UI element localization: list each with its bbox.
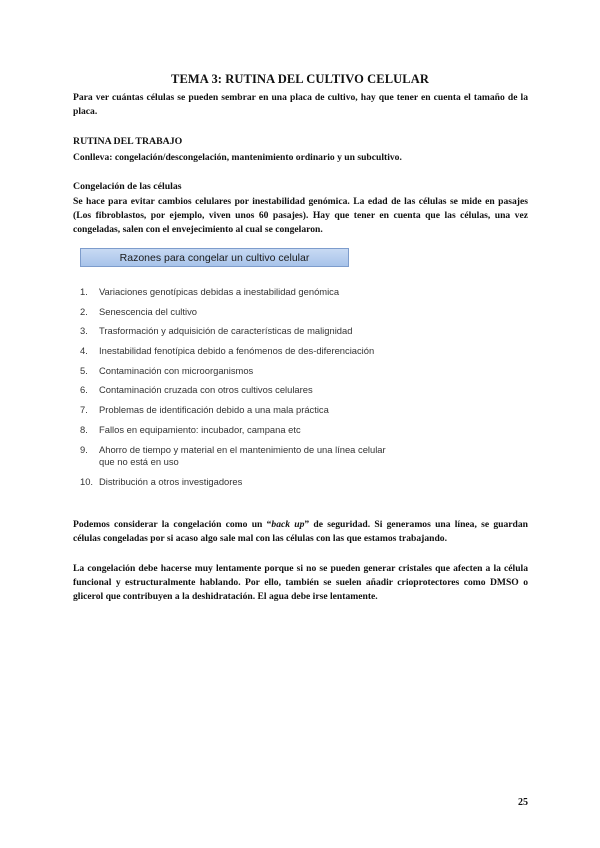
intro-paragraph: Para ver cuántas células se pueden sembrar en una placa de cultivo, hay que tener en cuenta el tamaño de la placa. bbox=[73, 92, 528, 117]
list-item-number: 9. bbox=[80, 443, 88, 455]
list-item-number: 3. bbox=[80, 325, 88, 337]
list-item-number: 2. bbox=[80, 305, 88, 317]
reasons-list bbox=[80, 286, 400, 495]
list-item bbox=[80, 325, 400, 345]
backup-text-before: Podemos considerar la congelación como un “ bbox=[73, 519, 272, 530]
routine-heading: RUTINA DEL TRABAJO bbox=[73, 136, 183, 147]
list-item-number: 6. bbox=[80, 384, 88, 396]
backup-text-after: ” de seguridad. Si generamos una línea, se guardan células congeladas por si acaso algo sale mal con las células con las que estamos trabajando. bbox=[73, 519, 528, 544]
list-item-text: Inestabilidad fenotípica debido a fenómenos de des-diferenciación bbox=[99, 345, 375, 357]
list-item-number: 5. bbox=[80, 364, 88, 376]
list-item bbox=[80, 384, 400, 404]
list-item-text: Trasformación y adquisición de características de malignidad bbox=[99, 325, 353, 337]
list-item-text: Fallos en equipamiento: incubador, campana etc bbox=[99, 423, 301, 435]
list-item-text: Contaminación con microorganismos bbox=[99, 364, 254, 376]
list-item bbox=[80, 476, 400, 496]
list-item-text: Problemas de identificación debido a una mala práctica bbox=[99, 404, 329, 416]
list-item bbox=[80, 345, 400, 365]
list-item-number: 4. bbox=[80, 345, 88, 357]
page-title: TEMA 3: RUTINA DEL CULTIVO CELULAR bbox=[171, 72, 429, 86]
list-item-number: 10. bbox=[80, 475, 94, 487]
list-item-text: Contaminación cruzada con otros cultivos celulares bbox=[99, 384, 313, 396]
backup-italic: back up bbox=[271, 519, 305, 530]
list-item-text: Variaciones genotípicas debidas a inestabilidad genómica bbox=[99, 286, 340, 297]
list-item-number: 7. bbox=[80, 404, 88, 416]
list-item bbox=[80, 286, 400, 306]
reasons-banner: Razones para congelar un cultivo celular bbox=[80, 248, 349, 267]
list-item bbox=[80, 424, 400, 444]
backup-paragraph bbox=[73, 518, 528, 546]
list-item-text: Distribución a otros investigadores bbox=[99, 475, 243, 487]
freezing-paragraph: Se hace para evitar cambios celulares por inestabilidad genómica. La edad de las células se mide en pasajes (Los fibroblastos, por ejemplo, viven unos 60 pasajes). Hay que tener en cuenta que las células, una vez congeladas, salen con el envejecimiento al cual se congelaron. bbox=[73, 196, 528, 235]
list-item-text: Senescencia del cultivo bbox=[99, 305, 197, 317]
list-item-number: 1. bbox=[80, 286, 88, 297]
routine-paragraph: Conlleva: congelación/descongelación, mantenimiento ordinario y un subcultivo. bbox=[73, 152, 402, 163]
freezing-heading: Congelación de las células bbox=[73, 181, 182, 192]
list-item bbox=[80, 365, 400, 385]
list-item bbox=[80, 404, 400, 424]
list-item-number: 8. bbox=[80, 423, 88, 435]
list-item-text: Ahorro de tiempo y material en el mantenimiento de una línea celular que no está en uso bbox=[99, 443, 386, 467]
slow-freezing-paragraph: La congelación debe hacerse muy lentamente porque si no se pueden generar cristales que afecten a la célula funcional y estructuralmente hablando. Por ello, también se suelen añadir crioprotectores como DMSO o glicerol que contribuyen a la deshidratación. El agua debe irse lentamente. bbox=[73, 563, 528, 602]
list-item bbox=[80, 306, 400, 326]
list-item bbox=[80, 444, 399, 476]
page-number: 25 bbox=[518, 797, 528, 808]
